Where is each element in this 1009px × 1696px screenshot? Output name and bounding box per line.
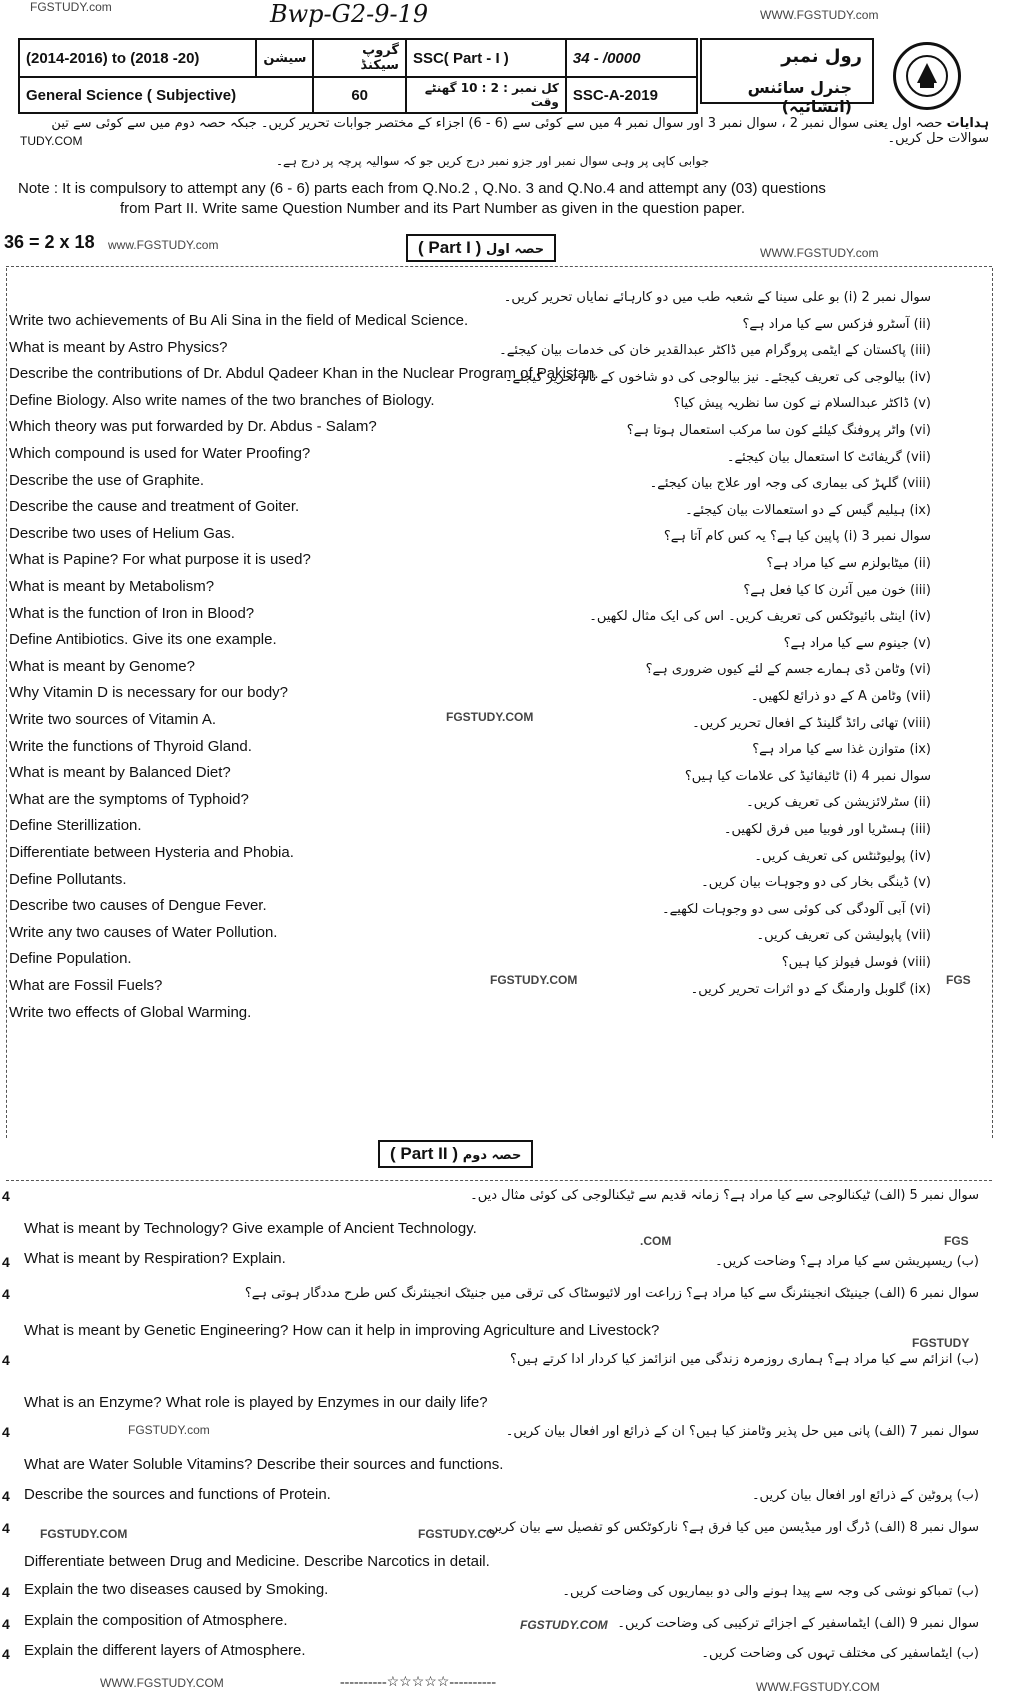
question-english: What is meant by Genetic Engineering? How can it help in improving Agriculture and Livestock? bbox=[24, 1322, 660, 1339]
question-english: Explain the two diseases caused by Smoking. bbox=[24, 1581, 329, 1598]
question-urdu: (ب) ریسپریشن سے کیا مراد ہے؟ وضاحت کریں۔ bbox=[715, 1254, 979, 1269]
question-english: What is meant by Metabolism? bbox=[9, 578, 215, 595]
question-english: What is meant by Technology? Give example of Ancient Technology. bbox=[24, 1220, 477, 1237]
part2-label-box bbox=[378, 1140, 533, 1168]
watermark-mid-right: WWW.FGSTUDY.com bbox=[760, 246, 879, 260]
question-urdu: (ب) ایٹماسفیر کی مختلف تہوں کی وضاحت کریں۔ bbox=[701, 1646, 979, 1661]
part2-top-rule bbox=[6, 1180, 992, 1181]
question-urdu: (ii) آسٹرو فزکس سے کیا مراد ہے؟ bbox=[742, 316, 931, 332]
question-english: What is an Enzyme? What role is played by Enzymes in our daily life? bbox=[24, 1394, 488, 1411]
question-english: What are Water Soluble Vitamins? Describe their sources and functions. bbox=[24, 1456, 504, 1473]
question-marks: 4 bbox=[2, 1188, 10, 1204]
question-urdu: (ب) پروٹین کے ذرائع اور افعال بیان کریں۔ bbox=[751, 1488, 979, 1503]
question-urdu: (ix) گلوبل وارمنگ کے دو اثرات تحریر کریں۔ bbox=[690, 981, 931, 997]
handwritten-code: Bwp-G2-9-19 bbox=[270, 0, 429, 28]
question-urdu: سوال نمبر 5 (الف) ٹیکنالوجی سے کیا مراد ہے؟ زمانہ قدیم سے ٹیکنالوجی کی کوئی مثال دیں۔ bbox=[470, 1188, 979, 1203]
exam-code: SSC-A-2019 bbox=[566, 77, 697, 113]
question-marks: 4 bbox=[2, 1488, 10, 1504]
part1-label-box bbox=[406, 234, 556, 262]
watermark-mid-fgstudy: FGSTUDY.CO bbox=[418, 1527, 496, 1541]
question-marks: 4 bbox=[2, 1352, 10, 1368]
ssc-part: SSC( Part - I ) bbox=[406, 39, 566, 77]
question-english: Describe the cause and treatment of Goiter. bbox=[9, 498, 300, 516]
question-urdu: (iv) اینٹی بائیوٹکس کی تعریف کریں۔ اس کی ایک مثال لکھیں۔ bbox=[589, 609, 931, 625]
question-english: Write the functions of Thyroid Gland. bbox=[9, 737, 252, 755]
question-urdu: (ix) ہیلیم گیس کے دو استعمالات بیان کیجئے۔ bbox=[685, 502, 931, 518]
watermark-center-1: FGSTUDY.COM bbox=[446, 710, 534, 724]
question-marks: 4 bbox=[2, 1616, 10, 1632]
marks-code: 34 - /0000 bbox=[566, 39, 697, 77]
question-urdu: (ix) متوازن غذا سے کیا مراد ہے؟ bbox=[752, 742, 931, 758]
question-english: Write any two causes of Water Pollution. bbox=[9, 923, 278, 941]
header-table bbox=[18, 38, 698, 114]
question-english: What is meant by Genome? bbox=[9, 657, 195, 675]
question-urdu: سوال نمبر 2 (i) بو علی سینا کے شعبہ طب میں دو کارہائے نمایاں تحریر کریں۔ bbox=[503, 290, 931, 305]
part2-label: ( Part II ) bbox=[390, 1144, 459, 1163]
watermark-bottom-left: WWW.FGSTUDY.COM bbox=[100, 1676, 224, 1690]
question-english: Describe the sources and functions of Protein. bbox=[24, 1486, 331, 1503]
question-english: Define Sterillization. bbox=[9, 817, 142, 835]
question-urdu: (ب) تمباکو نوشی کی وجہ سے پیدا ہونے والی دو بیماریوں کی وضاحت کریں۔ bbox=[562, 1584, 979, 1599]
roll-label: رول نمبر bbox=[781, 46, 862, 67]
question-urdu: (vii) وٹامن A کے دو ذرائع لکھیں۔ bbox=[750, 689, 931, 704]
question-urdu: (viii) فوسل فیولز کیا ہیں؟ bbox=[781, 955, 931, 970]
question-english: What is meant by Astro Physics? bbox=[9, 338, 228, 356]
question-english: What are Fossil Fuels? bbox=[9, 977, 163, 994]
part1-label-ur: حصہ اول bbox=[486, 242, 545, 257]
question-urdu: (v) جینوم سے کیا مراد ہے؟ bbox=[783, 635, 931, 651]
watermark-part2-mid: .COM bbox=[640, 1234, 672, 1248]
part1-right-rule bbox=[992, 268, 993, 1138]
question-urdu: (vi) وٹامن ڈی ہمارے جسم کے لئے کیوں ضروری ہے؟ bbox=[645, 662, 931, 678]
watermark-fgstudy-right: FGSTUDY bbox=[912, 1336, 970, 1350]
question-urdu: (v) ڈینگی بخار کی دو وجوہات بیان کریں۔ bbox=[701, 875, 931, 891]
question-english: Write two sources of Vitamin A. bbox=[9, 711, 217, 728]
question-urdu: (iii) خون میں آئرن کا کیا فعل ہے؟ bbox=[743, 582, 931, 598]
watermark-fgs-right: FGS bbox=[946, 973, 971, 987]
subject-ur: جنرل سائنس (انشائیہ) bbox=[747, 78, 852, 116]
question-english: What is meant by Balanced Diet? bbox=[9, 764, 231, 782]
instructions-urdu bbox=[39, 116, 989, 146]
question-english: What are the symptoms of Typhoid? bbox=[9, 790, 249, 808]
watermark-top-left: FGSTUDY.com bbox=[30, 0, 112, 14]
question-english: Describe two uses of Helium Gas. bbox=[9, 524, 235, 542]
question-english: Which theory was put forwarded by Dr. Abdus - Salam? bbox=[9, 418, 377, 436]
instructions-label: ہدایات bbox=[946, 116, 989, 131]
question-english: Describe the contributions of Dr. Abdul Qadeer Khan in the Nuclear Program of Pakistan. bbox=[9, 365, 599, 383]
question-urdu: (vi) واٹر پروفنگ کیلئے کون سا مرکب استعمال ہوتا ہے؟ bbox=[626, 423, 931, 438]
question-urdu: سوال نمبر 4 (i) ٹائیفائیڈ کی علامات کیا ہیں؟ bbox=[684, 768, 931, 784]
note-en-1: Note : It is compulsory to attempt any (6 - 6) parts each from Q.No.2 , Q.No. 3 and Q.No.4 and attempt any (03) questions bbox=[18, 180, 826, 197]
watermark-top-right: WWW.FGSTUDY.com bbox=[760, 8, 879, 22]
tudy-watermark: TUDY.COM bbox=[20, 134, 83, 148]
question-urdu: سوال نمبر 7 (الف) پانی میں حل پذیر وٹامنز کیا ہیں؟ ان کے ذرائع اور افعال بیان کریں۔ bbox=[505, 1424, 979, 1439]
question-english: Define Pollutants. bbox=[9, 870, 127, 888]
question-english: Write two achievements of Bu Ali Sina in the field of Medical Science. bbox=[9, 312, 469, 329]
question-marks: 4 bbox=[2, 1424, 10, 1440]
watermark-bottom-right: WWW.FGSTUDY.COM bbox=[756, 1680, 880, 1694]
part1-marks: 36 = 2 x 18 bbox=[4, 232, 95, 252]
instructions-line1: حصہ اول یعنی سوال نمبر 2 ، سوال نمبر 3 اور سوال نمبر 4 میں سے کوئی سے (6 - 6) اجزاء کے مختصر جوابات تحریر کریں۔ جبکہ حصہ دوم میں سے کوئی سے تین سوالات حل کریں۔ bbox=[51, 116, 989, 146]
question-english: Explain the composition of Atmosphere. bbox=[24, 1612, 288, 1629]
note-en-2: from Part II. Write same Question Number and its Part Number as given in the question paper. bbox=[120, 200, 746, 217]
question-urdu: سوال نمبر 3 (i) پاپین کیا ہے؟ یہ کس کام آتا ہے؟ bbox=[663, 529, 931, 545]
question-english: Describe the use of Graphite. bbox=[9, 471, 205, 489]
question-english: Differentiate between Drug and Medicine. Describe Narcotics in detail. bbox=[24, 1553, 490, 1570]
question-urdu: سوال نمبر 9 (الف) ایٹماسفیر کے اجزائے ترکیبی کی وضاحت کریں۔ bbox=[617, 1616, 979, 1631]
part1-label: ( Part I ) bbox=[418, 238, 482, 257]
question-marks: 4 bbox=[2, 1520, 10, 1536]
question-urdu: (ii) میٹابولزم سے کیا مراد ہے؟ bbox=[766, 556, 931, 571]
question-marks: 4 bbox=[2, 1254, 10, 1270]
footer-stars: ----------☆☆☆☆☆---------- bbox=[340, 1675, 496, 1690]
group-label: گروپ سیکنڈ bbox=[313, 39, 406, 77]
part2-label-ur: حصہ دوم bbox=[462, 1148, 522, 1163]
question-urdu: (ب) انزائم سے کیا مراد ہے؟ ہماری روزمرہ زندگی میں انزائمز کیا کردار ادا کرتے ہیں؟ bbox=[510, 1352, 979, 1367]
question-english: Which compound is used for Water Proofing? bbox=[9, 445, 311, 462]
question-urdu: سوال نمبر 6 (الف) جینیٹک انجینئرنگ سے کیا مراد ہے؟ زراعت اور لائیوسٹاک کی ترقی میں جنیٹک انجینئرنگ کس طرح مددگار ہوتی ہے؟ bbox=[244, 1286, 979, 1301]
watermark-marks-line: www.FGSTUDY.com bbox=[108, 238, 219, 252]
watermark-left-fgstudy-2: FGSTUDY.COM bbox=[40, 1527, 128, 1541]
question-urdu: (iii) پاکستان کے ایٹمی پروگرام میں ڈاکٹر عبدالقدیر خان کی خدمات بیان کیجئے۔ bbox=[499, 343, 931, 359]
question-urdu: (vii) پاپولیشن کی تعریف کریں۔ bbox=[756, 928, 931, 944]
question-urdu: سوال نمبر 8 (الف) ڈرگ اور میڈیسن میں کیا فرق ہے؟ نارکوٹکس کو تفصیل سے بیان کریں۔ bbox=[481, 1520, 979, 1535]
crest-icon bbox=[904, 53, 950, 99]
time-text: کل نمبر : 2 : 10 گھنٹے وقت bbox=[406, 77, 566, 113]
session-years: (2014-2016) to (2018 -20) bbox=[19, 39, 256, 77]
question-urdu: (viii) تھائی رائڈ گلینڈ کے افعال تحریر کریں۔ bbox=[692, 715, 931, 731]
question-english: Define Biology. Also write names of the two branches of Biology. bbox=[9, 391, 435, 409]
question-marks: 4 bbox=[2, 1646, 10, 1662]
question-urdu: (vi) آبی آلودگی کی کوئی سی دو وجوہات لکھیے۔ bbox=[661, 901, 931, 917]
watermark-part2-fgs: FGS bbox=[944, 1234, 969, 1248]
watermark-center-2: FGSTUDY.COM bbox=[490, 973, 578, 987]
watermark-bottom-mid: FGSTUDY.COM bbox=[520, 1618, 608, 1632]
question-english: Write two effects of Global Warming. bbox=[9, 1003, 252, 1021]
question-english: Define Antibiotics. Give its one example. bbox=[9, 631, 277, 649]
question-english: What is meant by Respiration? Explain. bbox=[24, 1250, 286, 1267]
question-urdu: (vii) گریفائٹ کا استعمال بیان کیجئے۔ bbox=[726, 449, 931, 465]
question-urdu: (iv) پولیوٹنٹس کی تعریف کریں۔ bbox=[754, 848, 931, 864]
watermark-left-fgstudy-1: FGSTUDY.com bbox=[128, 1423, 210, 1437]
subject-en: General Science ( Subjective) bbox=[19, 77, 313, 113]
board-logo-icon bbox=[893, 42, 961, 110]
part1-top-rule bbox=[6, 266, 992, 267]
session-label: سیشن bbox=[256, 39, 313, 77]
roll-number-box bbox=[700, 38, 874, 116]
question-english: Define Population. bbox=[9, 950, 132, 968]
question-marks: 4 bbox=[2, 1286, 10, 1302]
question-urdu: (iv) بیالوجی کی تعریف کیجئے۔ نیز بیالوجی کی دو شاخوں کے نام تحریر کیجئے۔ bbox=[504, 369, 931, 385]
total-marks: 60 bbox=[313, 77, 406, 113]
question-english: Differentiate between Hysteria and Phobia. bbox=[9, 844, 294, 861]
part1-left-rule bbox=[6, 268, 7, 1138]
question-english: Explain the different layers of Atmosphere. bbox=[24, 1642, 306, 1659]
question-urdu: (iii) ہسٹریا اور فوبیا میں فرق لکھیں۔ bbox=[723, 822, 931, 837]
instructions-line2: جوابی کاپی پر وہی سوال نمبر اور جزو نمبر درج کریں جو کہ سوالیہ پرچہ پر درج ہے۔ bbox=[275, 154, 709, 168]
question-urdu: (v) ڈاکٹر عبدالسلام نے کون سا نظریہ پیش کیا؟ bbox=[673, 396, 931, 412]
question-english: What is the function of Iron in Blood? bbox=[9, 604, 255, 622]
question-urdu: (viii) گلہڑ کی بیماری کی وجہ اور علاج بیان کیجئے۔ bbox=[649, 476, 931, 492]
question-english: Describe two causes of Dengue Fever. bbox=[9, 897, 267, 915]
question-english: What is Papine? For what purpose it is used? bbox=[9, 551, 311, 569]
question-urdu: (ii) سٹرلائزیشن کی تعریف کریں۔ bbox=[746, 795, 931, 811]
question-marks: 4 bbox=[2, 1584, 10, 1600]
question-english: Why Vitamin D is necessary for our body? bbox=[9, 684, 289, 702]
